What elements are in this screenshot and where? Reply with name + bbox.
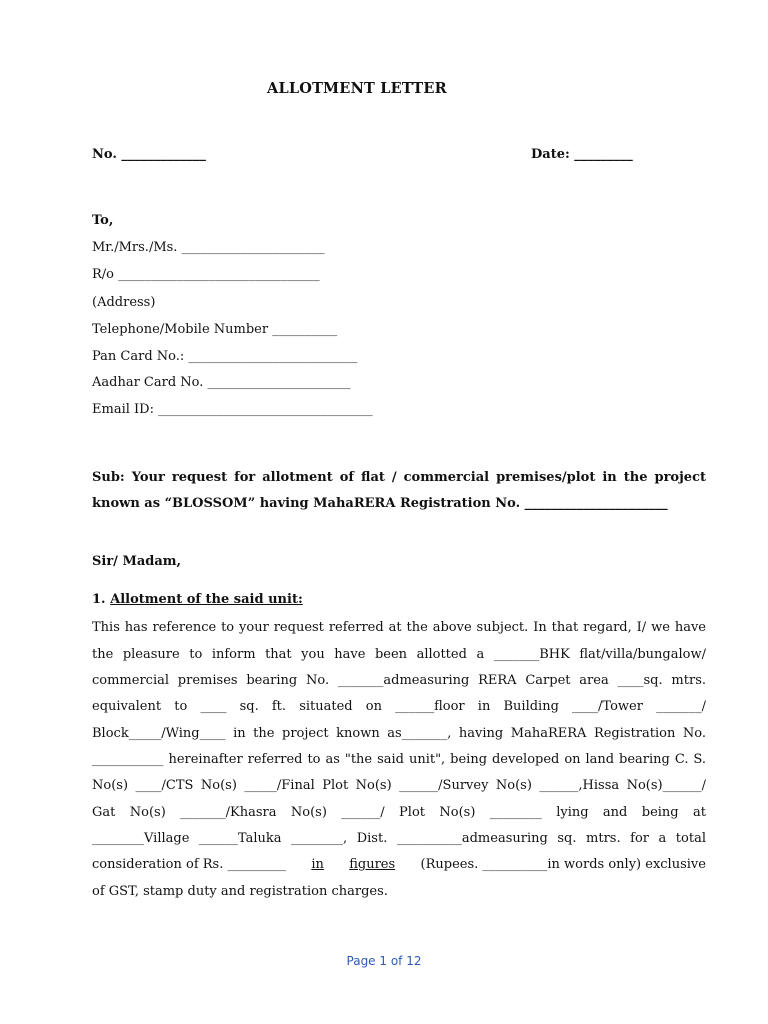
document-title: ALLOTMENT LETTER	[267, 80, 447, 97]
recipient-phone: Telephone/Mobile Number __________	[92, 322, 338, 337]
recipient-aadhar: Aadhar Card No. ______________________	[92, 375, 351, 390]
paragraph-line-6: ___________ hereinafter referred to as "the said unit", being developed on land bearing C. S.	[92, 752, 706, 767]
letter-number: No. _____________	[92, 147, 206, 162]
recipient-pan: Pan Card No.: __________________________	[92, 349, 358, 364]
recipient-address: (Address)	[92, 295, 156, 310]
page-number: Page 1 of 12	[346, 954, 422, 968]
paragraph-last-line: of GST, stamp duty and registration charges.	[92, 884, 388, 899]
subject-line-1: Sub: Your request for allotment of flat / commercial premises/plot in the project	[92, 470, 706, 485]
letter-date: Date: _________	[531, 147, 633, 162]
salutation: Sir/ Madam,	[92, 554, 182, 569]
paragraph-line-1: This has reference to your request referred at the above subject. In that regard, I/ we have	[92, 620, 706, 635]
recipient-residence: R/o _______________________________	[92, 267, 320, 282]
paragraph-line-8: Gat No(s) _______/Khasra No(s) ______/ Plot No(s) ________ lying and being at	[92, 805, 706, 820]
paragraph-line-9: ________Village ______Taluka ________, Dist. __________admeasuring sq. mtrs. for a total	[92, 831, 706, 846]
figures-word: figures	[349, 857, 396, 872]
section-title: Allotment of the said unit:	[110, 592, 303, 607]
consideration-end: (Rupees. __________in words only) exclusive	[420, 857, 706, 872]
paragraph-line-10	[92, 856, 706, 874]
paragraph-line-3: commercial premises bearing No. _______admeasuring RERA Carpet area ____sq. mtrs.	[92, 673, 706, 688]
recipient-to: To,	[92, 213, 114, 228]
recipient-name: Mr./Mrs./Ms. ______________________	[92, 240, 325, 255]
subject-line-2: known as “BLOSSOM” having MahaRERA Registration No. ______________________	[92, 496, 668, 511]
paragraph-line-4: equivalent to ____ sq. ft. situated on ______floor in Building ____/Tower _______/	[92, 699, 706, 714]
consideration-start: consideration of Rs. _________	[92, 857, 286, 872]
section-heading	[92, 591, 303, 609]
paragraph-line-5: Block_____/Wing____ in the project known as_______, having MahaRERA Registration No.	[92, 726, 706, 741]
in-word: in	[311, 857, 324, 872]
paragraph-line-7: No(s) ____/CTS No(s) _____/Final Plot No(s) ______/Survey No(s) ______,Hissa No(s)______/	[92, 778, 706, 793]
section-number: 1.	[92, 592, 106, 607]
paragraph-line-2: the pleasure to inform that you have been allotted a _______BHK flat/villa/bungalow/	[92, 647, 706, 662]
recipient-email: Email ID: _________________________________	[92, 402, 373, 417]
